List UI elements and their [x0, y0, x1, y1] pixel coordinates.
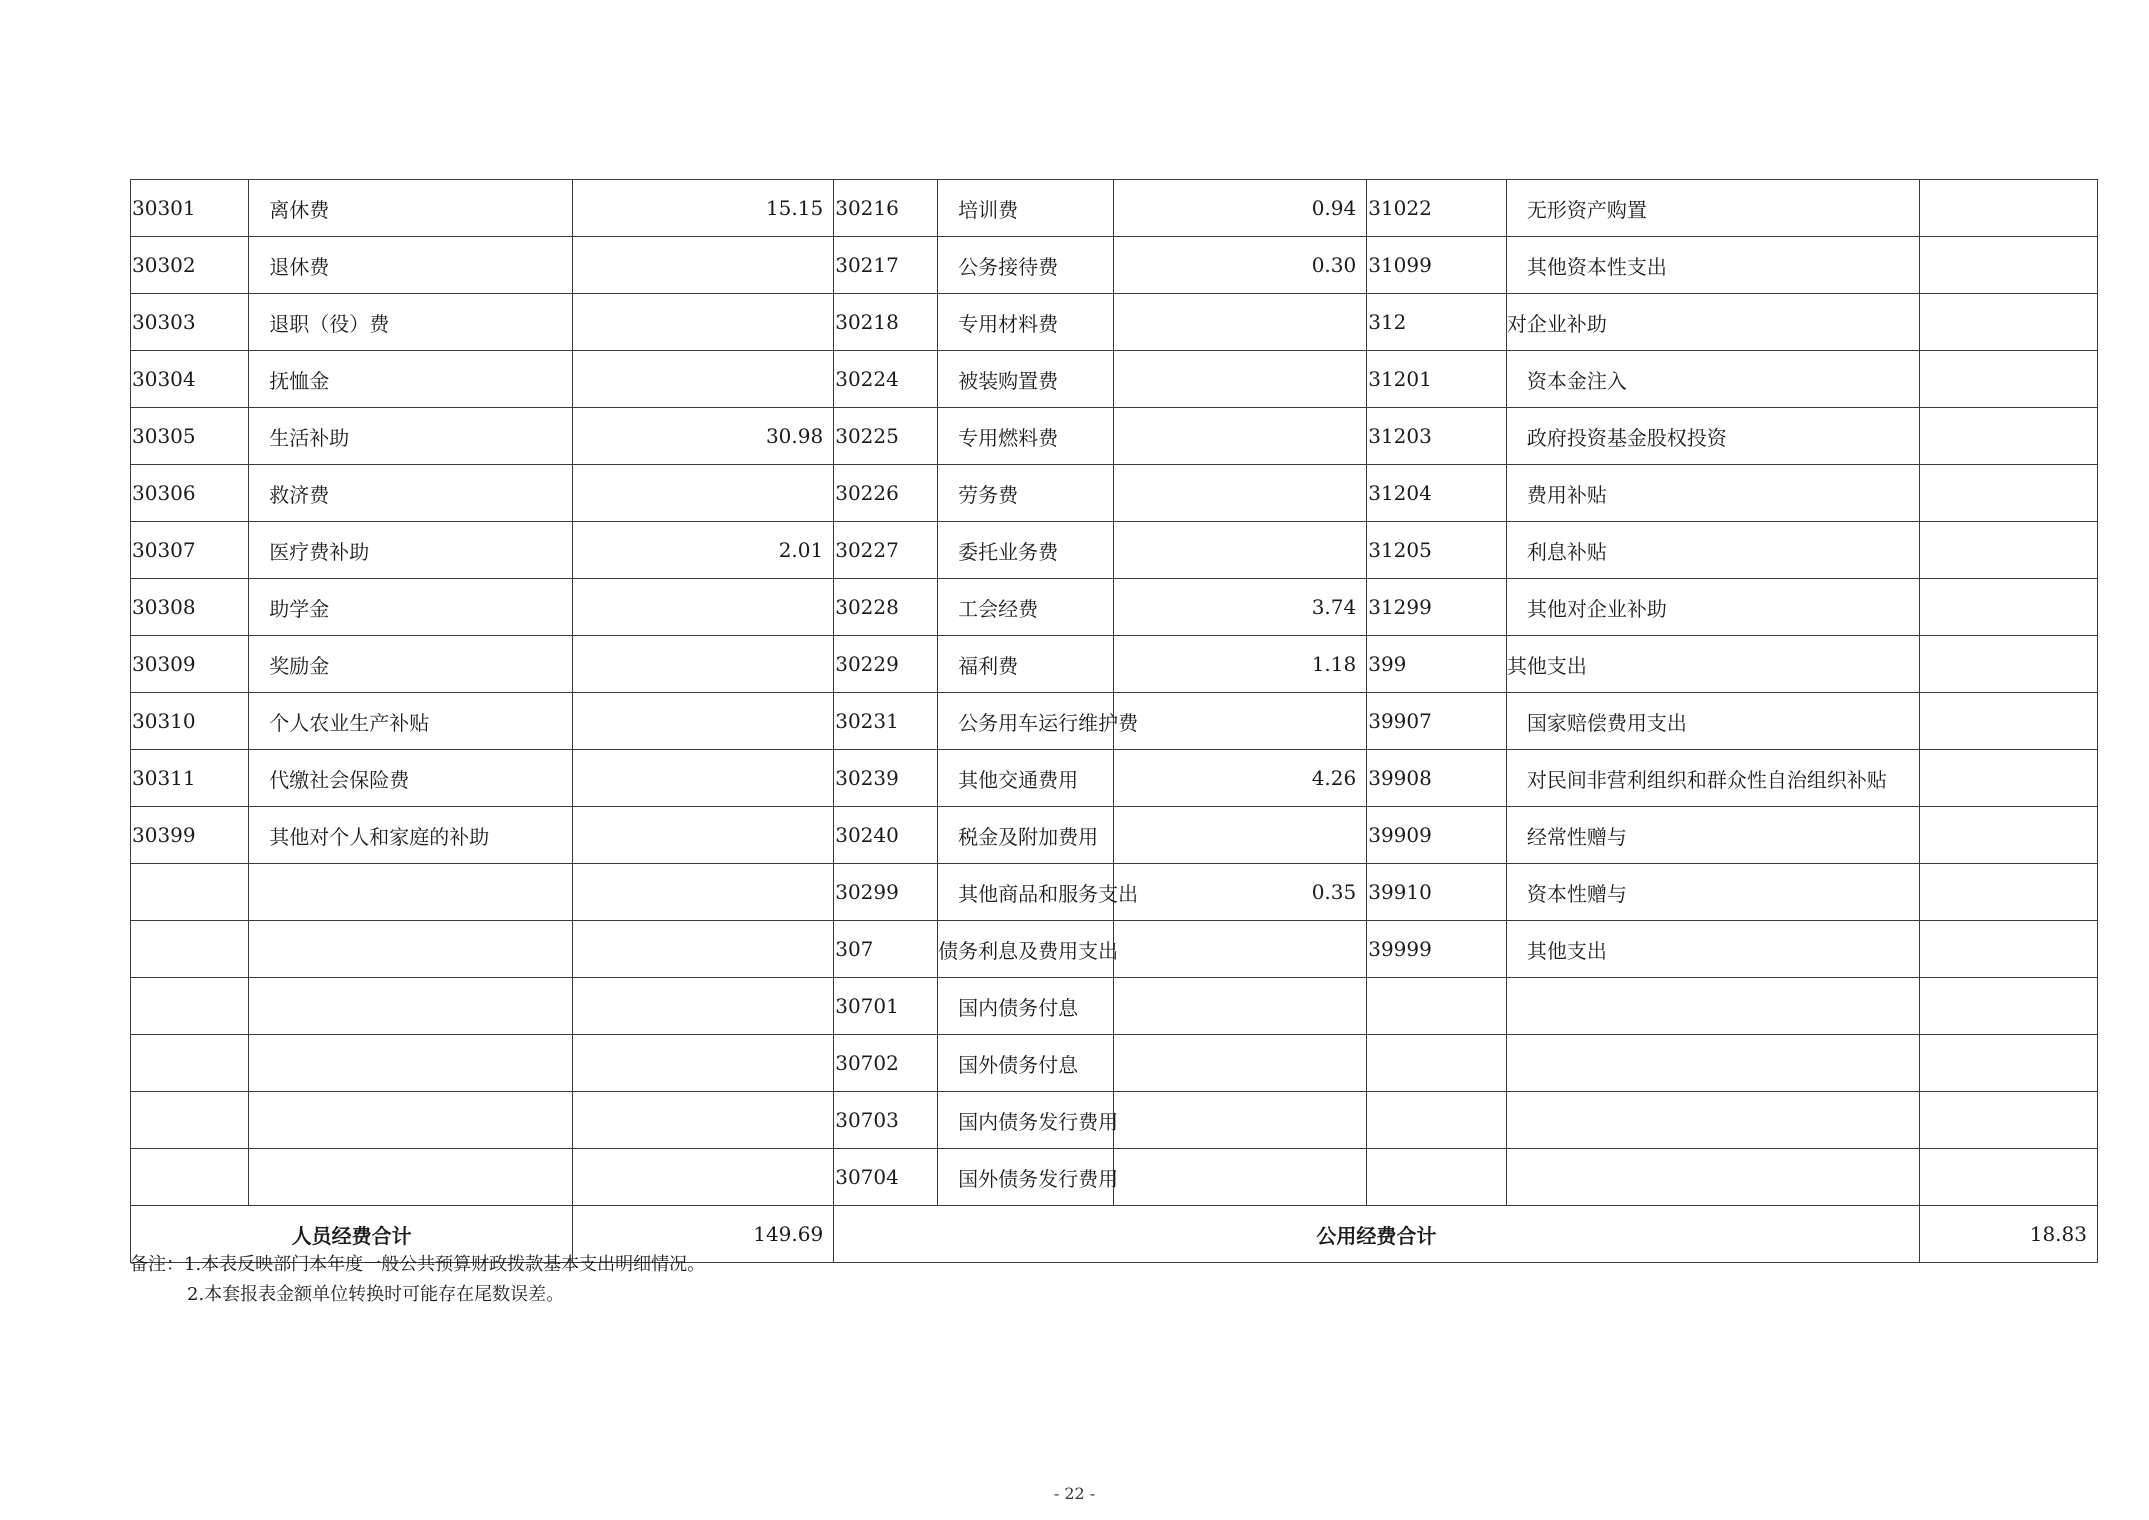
table-row: [131, 237, 2098, 294]
item-name: 国外债务发行费用: [938, 1149, 1114, 1206]
item-name: 资本性赠与: [1506, 864, 1919, 921]
item-amount: [1114, 921, 1367, 978]
item-code: 30307: [131, 522, 249, 579]
item-amount: [573, 978, 834, 1035]
item-name: 国内债务付息: [938, 978, 1114, 1035]
item-code: [131, 1149, 249, 1206]
item-code: 30240: [834, 807, 938, 864]
item-amount: [1919, 237, 2097, 294]
item-name: 其他对企业补助: [1506, 579, 1919, 636]
item-amount: 2.01: [573, 522, 834, 579]
item-code: [1367, 1035, 1507, 1092]
item-amount: [573, 921, 834, 978]
item-amount: [1919, 807, 2097, 864]
table-row: [131, 636, 2098, 693]
item-name: 其他商品和服务支出: [938, 864, 1114, 921]
item-name: [1506, 978, 1919, 1035]
table-row: [131, 465, 2098, 522]
item-code: 30308: [131, 579, 249, 636]
item-amount: [1919, 750, 2097, 807]
item-amount: [1919, 978, 2097, 1035]
item-code: 30301: [131, 180, 249, 237]
table-row: [131, 1092, 2098, 1149]
item-amount: 4.26: [1114, 750, 1367, 807]
item-code: [1367, 978, 1507, 1035]
item-name: 个人农业生产补贴: [249, 693, 573, 750]
personnel-total-label: 人员经费合计: [131, 1206, 573, 1263]
table-row: [131, 1035, 2098, 1092]
item-amount: [573, 1149, 834, 1206]
item-code: 31201: [1367, 351, 1507, 408]
item-code: 39999: [1367, 921, 1507, 978]
item-amount: [573, 465, 834, 522]
item-name: 医疗费补助: [249, 522, 573, 579]
item-amount: [1919, 408, 2097, 465]
item-code: 30225: [834, 408, 938, 465]
item-name: [1506, 1092, 1919, 1149]
table-body: [131, 180, 2098, 1206]
item-code: 30229: [834, 636, 938, 693]
item-name: 工会经费: [938, 579, 1114, 636]
item-name: 委托业务费: [938, 522, 1114, 579]
item-code: 30306: [131, 465, 249, 522]
item-amount: [1114, 294, 1367, 351]
item-name: [249, 1035, 573, 1092]
item-code: [131, 1092, 249, 1149]
item-amount: [573, 636, 834, 693]
item-code: 30239: [834, 750, 938, 807]
item-amount: [1114, 465, 1367, 522]
item-code: 30703: [834, 1092, 938, 1149]
notes: [130, 1250, 705, 1310]
item-code: 39910: [1367, 864, 1507, 921]
table-row: [131, 1149, 2098, 1206]
item-name: 税金及附加费用: [938, 807, 1114, 864]
item-name: 政府投资基金股权投资: [1506, 408, 1919, 465]
item-amount: 1.18: [1114, 636, 1367, 693]
item-name: 劳务费: [938, 465, 1114, 522]
item-name: 国外债务付息: [938, 1035, 1114, 1092]
item-code: 30227: [834, 522, 938, 579]
item-name: 离休费: [249, 180, 573, 237]
item-amount: [1919, 864, 2097, 921]
item-code: 30218: [834, 294, 938, 351]
table-row: [131, 294, 2098, 351]
item-code: 30302: [131, 237, 249, 294]
item-name: 专用材料费: [938, 294, 1114, 351]
item-amount: [1919, 1092, 2097, 1149]
item-code: 30224: [834, 351, 938, 408]
item-code: 31204: [1367, 465, 1507, 522]
expenditure-detail-table: [130, 179, 2098, 1263]
item-name: 救济费: [249, 465, 573, 522]
item-name: 退休费: [249, 237, 573, 294]
item-name: [249, 978, 573, 1035]
item-amount: [573, 294, 834, 351]
item-amount: [1114, 1092, 1367, 1149]
item-code: 30701: [834, 978, 938, 1035]
note-line-1: 备注：1.本表反映部门本年度一般公共预算财政拨款基本支出明细情况。: [130, 1254, 706, 1275]
item-name: 利息补贴: [1506, 522, 1919, 579]
item-code: 39907: [1367, 693, 1507, 750]
item-name: 经常性赠与: [1506, 807, 1919, 864]
item-amount: [1114, 522, 1367, 579]
item-amount: [573, 1092, 834, 1149]
table-row: [131, 921, 2098, 978]
item-name: 其他资本性支出: [1506, 237, 1919, 294]
item-code: 30299: [834, 864, 938, 921]
item-code: 30399: [131, 807, 249, 864]
item-amount: [1919, 693, 2097, 750]
item-amount: [573, 1035, 834, 1092]
item-code: 30231: [834, 693, 938, 750]
table-row: [131, 522, 2098, 579]
item-name: 国家赔偿费用支出: [1506, 693, 1919, 750]
item-code: [131, 864, 249, 921]
page-number: - 22 -: [1053, 1484, 1096, 1503]
item-amount: [1919, 579, 2097, 636]
item-code: 30217: [834, 237, 938, 294]
item-name: 对企业补助: [1506, 294, 1919, 351]
item-name: 费用补贴: [1506, 465, 1919, 522]
item-name: [249, 864, 573, 921]
item-name: 资本金注入: [1506, 351, 1919, 408]
item-name: 培训费: [938, 180, 1114, 237]
item-amount: [1919, 522, 2097, 579]
item-amount: [1919, 1035, 2097, 1092]
item-code: 312: [1367, 294, 1507, 351]
item-code: 31203: [1367, 408, 1507, 465]
item-amount: 0.94: [1114, 180, 1367, 237]
item-name: 退职（役）费: [249, 294, 573, 351]
item-code: 31299: [1367, 579, 1507, 636]
item-code: [1367, 1092, 1507, 1149]
item-code: 31099: [1367, 237, 1507, 294]
item-name: 对民间非营利组织和群众性自治组织补贴: [1506, 750, 1919, 807]
item-amount: [573, 237, 834, 294]
item-amount: [1114, 807, 1367, 864]
item-name: 代缴社会保险费: [249, 750, 573, 807]
item-amount: [573, 693, 834, 750]
item-name: [1506, 1035, 1919, 1092]
table-row: [131, 693, 2098, 750]
item-name: [249, 1149, 573, 1206]
item-name: 被装购置费: [938, 351, 1114, 408]
item-code: 30303: [131, 294, 249, 351]
item-amount: [1114, 978, 1367, 1035]
item-code: [131, 921, 249, 978]
item-amount: [573, 351, 834, 408]
item-amount: [573, 807, 834, 864]
item-code: 30311: [131, 750, 249, 807]
table-row: [131, 351, 2098, 408]
item-code: 399: [1367, 636, 1507, 693]
table-row: [131, 180, 2098, 237]
item-code: 31205: [1367, 522, 1507, 579]
item-amount: [1114, 408, 1367, 465]
item-code: 30704: [834, 1149, 938, 1206]
item-name: 其他支出: [1506, 636, 1919, 693]
item-name: 其他对个人和家庭的补助: [249, 807, 573, 864]
item-name: 生活补助: [249, 408, 573, 465]
item-amount: 15.15: [573, 180, 834, 237]
item-code: 39908: [1367, 750, 1507, 807]
table-row: [131, 579, 2098, 636]
item-name: 其他交通费用: [938, 750, 1114, 807]
item-name: 助学金: [249, 579, 573, 636]
item-name: 公务接待费: [938, 237, 1114, 294]
public-total-label: 公用经费合计: [834, 1206, 1919, 1263]
item-code: 30228: [834, 579, 938, 636]
item-name: [249, 921, 573, 978]
item-name: 福利费: [938, 636, 1114, 693]
item-code: 30305: [131, 408, 249, 465]
item-name: 公务用车运行维护费: [938, 693, 1114, 750]
table-row: [131, 750, 2098, 807]
item-amount: [1114, 693, 1367, 750]
item-code: 30304: [131, 351, 249, 408]
item-name: 专用燃料费: [938, 408, 1114, 465]
item-amount: 0.30: [1114, 237, 1367, 294]
item-name: 奖励金: [249, 636, 573, 693]
item-code: 307: [834, 921, 938, 978]
item-name: [1506, 1149, 1919, 1206]
item-amount: [1919, 636, 2097, 693]
table-row: [131, 408, 2098, 465]
item-code: [131, 1035, 249, 1092]
item-name: 国内债务发行费用: [938, 1092, 1114, 1149]
item-name: 无形资产购置: [1506, 180, 1919, 237]
item-amount: 30.98: [573, 408, 834, 465]
item-name: 其他支出: [1506, 921, 1919, 978]
item-amount: 0.35: [1114, 864, 1367, 921]
item-name: 债务利息及费用支出: [938, 921, 1114, 978]
item-code: 30310: [131, 693, 249, 750]
item-code: 30702: [834, 1035, 938, 1092]
item-code: 30226: [834, 465, 938, 522]
item-name: [249, 1092, 573, 1149]
note-line-2: 2.本套报表金额单位转换时可能存在尾数误差。: [187, 1284, 565, 1305]
item-code: 30216: [834, 180, 938, 237]
item-code: 30309: [131, 636, 249, 693]
item-amount: [573, 864, 834, 921]
item-amount: [1919, 351, 2097, 408]
personnel-total-amount: 149.69: [573, 1206, 834, 1263]
item-amount: [1114, 351, 1367, 408]
table-row: [131, 864, 2098, 921]
item-amount: [1919, 1149, 2097, 1206]
item-amount: [1919, 294, 2097, 351]
item-amount: [1114, 1149, 1367, 1206]
item-code: [131, 978, 249, 1035]
item-amount: [1114, 1035, 1367, 1092]
public-total-amount: 18.83: [1919, 1206, 2097, 1263]
item-code: 31022: [1367, 180, 1507, 237]
item-name: 抚恤金: [249, 351, 573, 408]
table-row: [131, 807, 2098, 864]
item-code: [1367, 1149, 1507, 1206]
item-amount: [1919, 921, 2097, 978]
table-row: [131, 978, 2098, 1035]
item-code: 39909: [1367, 807, 1507, 864]
item-amount: [573, 750, 834, 807]
item-amount: [1919, 180, 2097, 237]
item-amount: [1919, 465, 2097, 522]
item-amount: [573, 579, 834, 636]
item-amount: 3.74: [1114, 579, 1367, 636]
